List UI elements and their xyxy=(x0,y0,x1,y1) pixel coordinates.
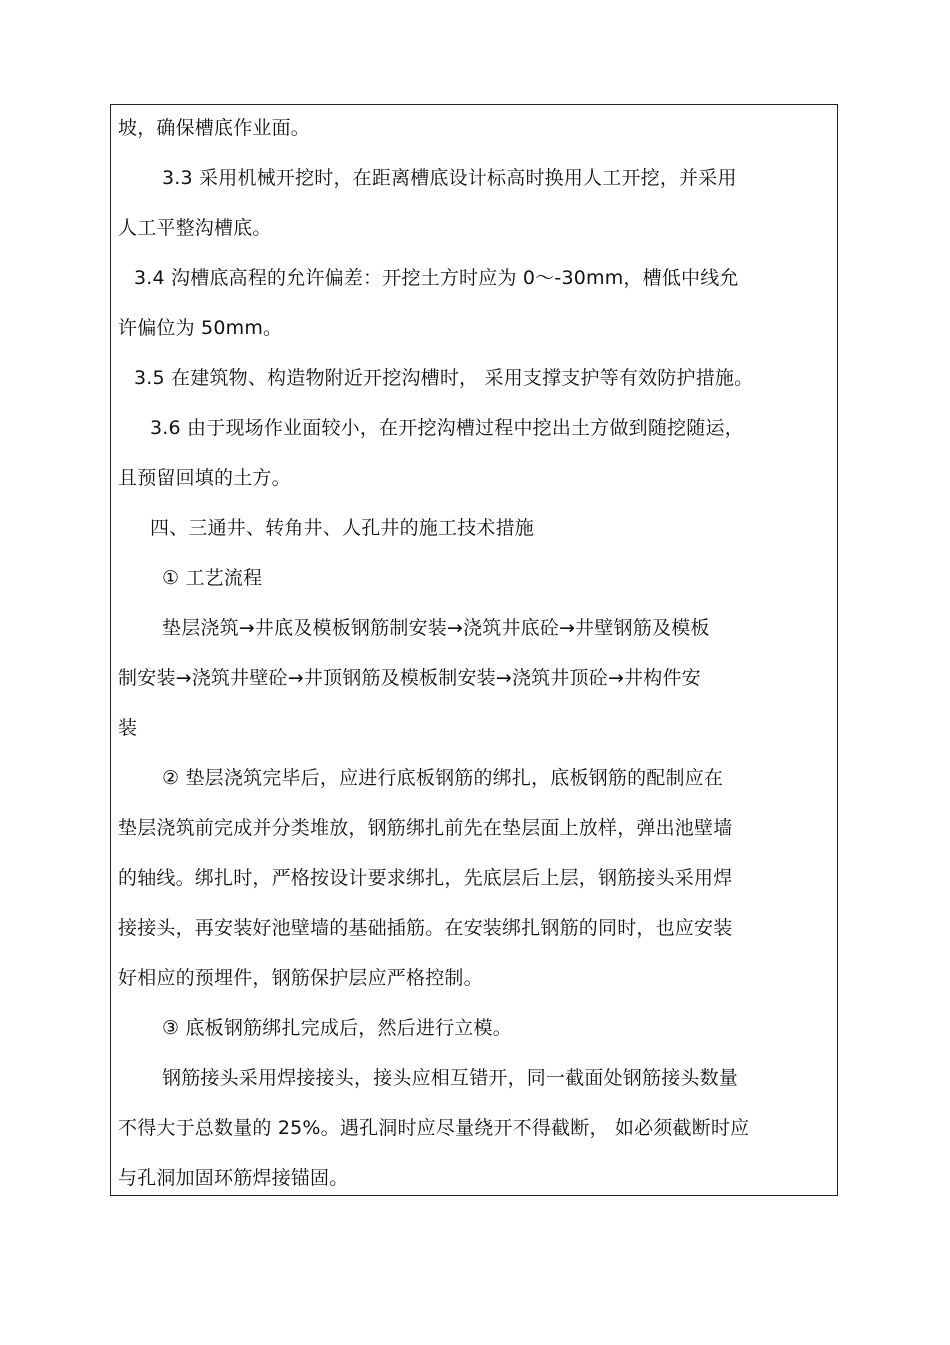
section-heading: 四、三通井、转角井、人孔井的施工技术措施 xyxy=(150,517,535,539)
text-line-11: 垫层浇筑→井底及模板钢筋制安装→浇筑井底砼→井壁钢筋及模板 xyxy=(162,617,710,639)
text-line-2: 3.3 采用机械开挖时，在距离槽底设计标高时换用人工开挖，并采用 xyxy=(162,167,737,189)
text-line-22: 与孔洞加固环筋焊接锚固。 xyxy=(118,1167,349,1189)
text-line-4: 3.4 沟槽底高程的允许偏差：开挖土方时应为 0～-30mm，槽低中线允 xyxy=(134,267,739,289)
text-line-19: ③ 底板钢筋绑扎完成后，然后进行立模。 xyxy=(162,1017,512,1039)
text-line-18: 好相应的预埋件，钢筋保护层应严格控制。 xyxy=(118,967,483,989)
text-line-3: 人工平整沟槽底。 xyxy=(118,217,272,239)
text-line-6: 3.5 在建筑物、构造物附近开挖沟槽时， 采用支撑支护等有效防护措施。 xyxy=(134,367,754,389)
text-line-17: 接接头，再安装好池壁墙的基础插筋。在安装绑扎钢筋的同时，也应安装 xyxy=(118,917,733,939)
text-line-12: 制安装→浇筑井壁砼→井顶钢筋及模板制安装→浇筑井顶砼→井构件安 xyxy=(118,667,701,689)
text-line-1: 坡，确保槽底作业面。 xyxy=(118,117,311,139)
text-line-13: 装 xyxy=(118,717,138,739)
text-line-20: 钢筋接头采用焊接接头，接头应相互错开，同一截面处钢筋接头数量 xyxy=(162,1067,739,1089)
text-line-21: 不得大于总数量的 25%。遇孔洞时应尽量绕开不得截断， 如必须截断时应 xyxy=(118,1117,750,1139)
text-line-8: 且预留回填的土方。 xyxy=(118,467,291,489)
text-line-15: 垫层浇筑前完成并分类堆放，钢筋绑扎前先在垫层面上放样，弹出池壁墙 xyxy=(118,817,733,839)
text-line-5: 许偏位为 50mm。 xyxy=(118,317,283,339)
text-line-7: 3.6 由于现场作业面较小，在开挖沟槽过程中挖出土方做到随挖随运， xyxy=(150,417,744,439)
subheading-process: ① 工艺流程 xyxy=(162,567,263,589)
text-line-14: ② 垫层浇筑完毕后，应进行底板钢筋的绑扎，底板钢筋的配制应在 xyxy=(162,767,724,789)
text-line-16: 的轴线。绑扎时，严格按设计要求绑扎，先底层后上层，钢筋接头采用焊 xyxy=(118,867,733,889)
